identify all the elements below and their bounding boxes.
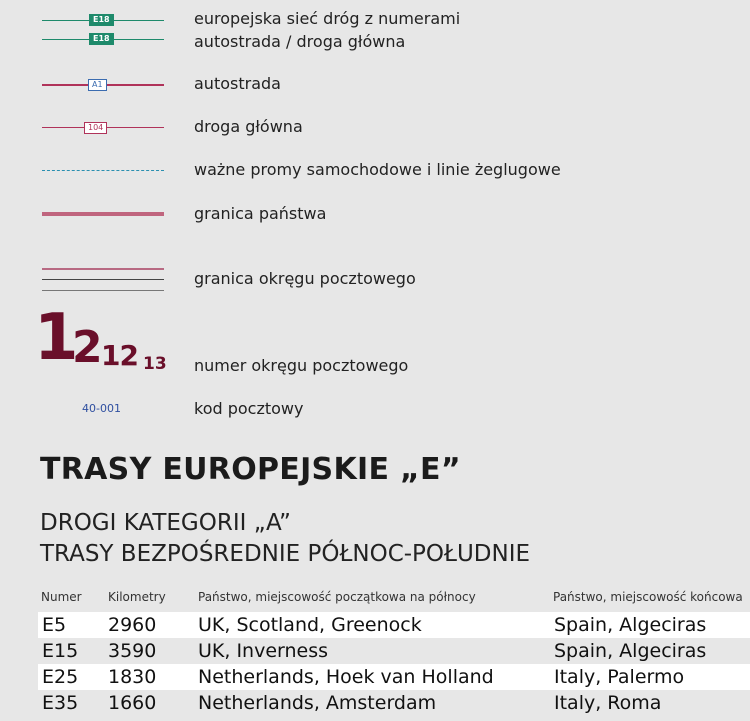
table-row (38, 612, 750, 638)
legend-ferry-label: ważne promy samochodowe i linie żeglugowe (194, 160, 561, 179)
main-road-shield: 104 (84, 122, 107, 134)
row-end: Spain, Algeciras (554, 614, 707, 636)
header-number: Numer (41, 590, 82, 604)
legend-border-label: granica państwa (194, 204, 327, 223)
table-row (38, 664, 750, 690)
row-number: E5 (42, 614, 67, 636)
postal-border-line-3 (42, 290, 164, 291)
country-border-line (42, 212, 164, 216)
postal-number-medium: 2 (72, 322, 103, 373)
e-road-shield-top: E18 (89, 14, 114, 26)
row-km: 1830 (108, 666, 157, 688)
row-number: E25 (42, 666, 79, 688)
postal-border-line-1 (42, 268, 164, 270)
postal-number-smallest: 13 (143, 354, 167, 374)
row-end: Spain, Algeciras (554, 640, 707, 662)
header-end: Państwo, miejscowość końcowa (553, 590, 743, 604)
section-subtitle-1: DROGI KATEGORII „A” (40, 510, 291, 536)
postal-border-line-2 (42, 279, 164, 280)
legend-e-road-label-1: europejska sieć dróg z numerami (194, 9, 461, 28)
row-number: E35 (42, 692, 79, 714)
table-row (38, 690, 750, 716)
e-road-shield-bottom: E18 (89, 33, 114, 45)
section-subtitle-2: TRASY BEZPOŚREDNIE PÓŁNOC-POŁUDNIE (40, 541, 531, 567)
header-start: Państwo, miejscowość początkowa na północy (198, 590, 476, 604)
ferry-line (42, 170, 164, 171)
row-start: UK, Inverness (198, 640, 329, 662)
section-title: TRASY EUROPEJSKIE „E” (40, 452, 461, 487)
postcode-example: 40-001 (82, 402, 121, 415)
legend-postal-border-label: granica okręgu pocztowego (194, 269, 416, 288)
table-row (38, 638, 750, 664)
legend-postcode-label: kod pocztowy (194, 399, 304, 418)
row-km: 2960 (108, 614, 157, 636)
row-start: Netherlands, Hoek van Holland (198, 666, 494, 688)
header-km: Kilometry (108, 590, 166, 604)
legend-main-road-label: droga główna (194, 117, 303, 136)
row-number: E15 (42, 640, 79, 662)
row-end: Italy, Palermo (554, 666, 685, 688)
row-km: 3590 (108, 640, 157, 662)
postal-number-small: 12 (101, 339, 138, 372)
row-start: UK, Scotland, Greenock (198, 614, 422, 636)
motorway-shield: A1 (88, 79, 107, 91)
postal-number-large: 1 (34, 301, 75, 375)
row-start: Netherlands, Amsterdam (198, 692, 437, 714)
row-km: 1660 (108, 692, 157, 714)
legend-postal-district-label: numer okręgu pocztowego (194, 356, 409, 375)
row-end: Italy, Roma (554, 692, 662, 714)
legend-e-road-label-2: autostrada / droga główna (194, 32, 406, 51)
legend-motorway-label: autostrada (194, 74, 281, 93)
